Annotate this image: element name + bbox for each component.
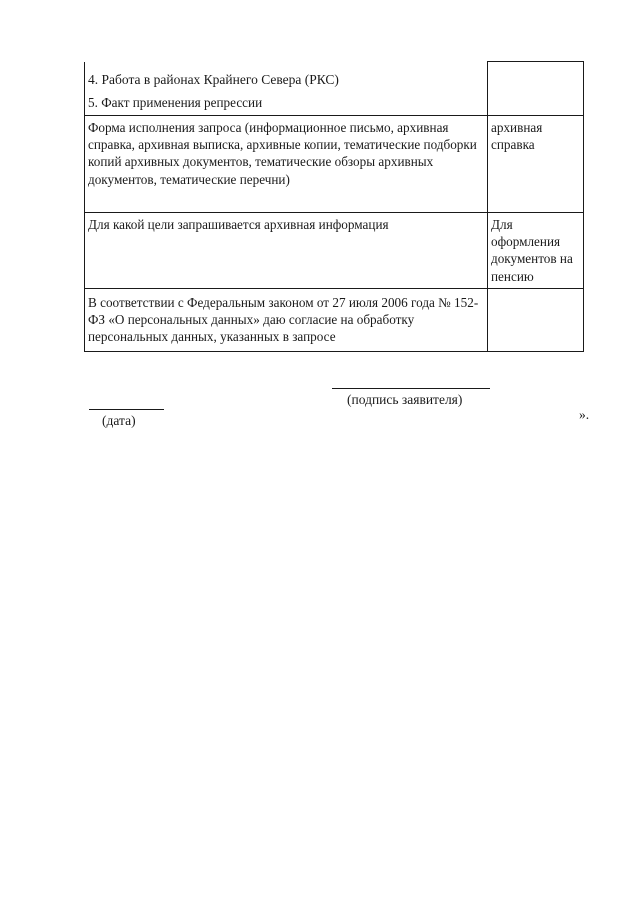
signature-line xyxy=(332,388,490,389)
table-row-purpose xyxy=(85,212,584,288)
request-form-value: архивная справка xyxy=(491,119,543,153)
purpose-value: Для оформления документов на пенсию xyxy=(491,216,573,284)
table-cell-label xyxy=(85,212,488,288)
consent-text: В соответствии с Федеральным законом от 27 июля 2006 года № 152-ФЗ «О персональных данных» даю согласие на обработку персональных данных, указанных в запросе xyxy=(88,294,479,345)
request-details-table xyxy=(84,61,584,352)
table-row-rks-repression xyxy=(85,62,584,116)
closing-quote-mark: ». xyxy=(579,407,590,422)
table-row-request-form xyxy=(85,115,584,212)
signature-caption: (подпись заявителя) xyxy=(347,392,463,407)
date-line xyxy=(89,409,164,410)
table-cell-value xyxy=(488,115,584,212)
table-cell-value xyxy=(488,288,584,351)
table-cell-value xyxy=(488,62,584,116)
table-row-consent xyxy=(85,288,584,351)
purpose-label: Для какой цели запрашивается архивная информация xyxy=(88,216,389,232)
table-cell-label xyxy=(85,288,488,351)
item-repression-fact: 5. Факт применения репрессии xyxy=(88,94,263,110)
item-rks-work: 4. Работа в районах Крайнего Севера (РКС) xyxy=(88,71,339,87)
request-form-label: Форма исполнения запроса (информационное письмо, архивная справка, архивная выписка, архивные копии, тематические подборки копий архивных документов, тематические обзоры архивных документов, тематические перечни) xyxy=(88,119,477,187)
date-caption: (дата) xyxy=(102,413,136,428)
table-cell-label xyxy=(85,62,488,116)
table-cell-label xyxy=(85,115,488,212)
table-cell-value xyxy=(488,212,584,288)
